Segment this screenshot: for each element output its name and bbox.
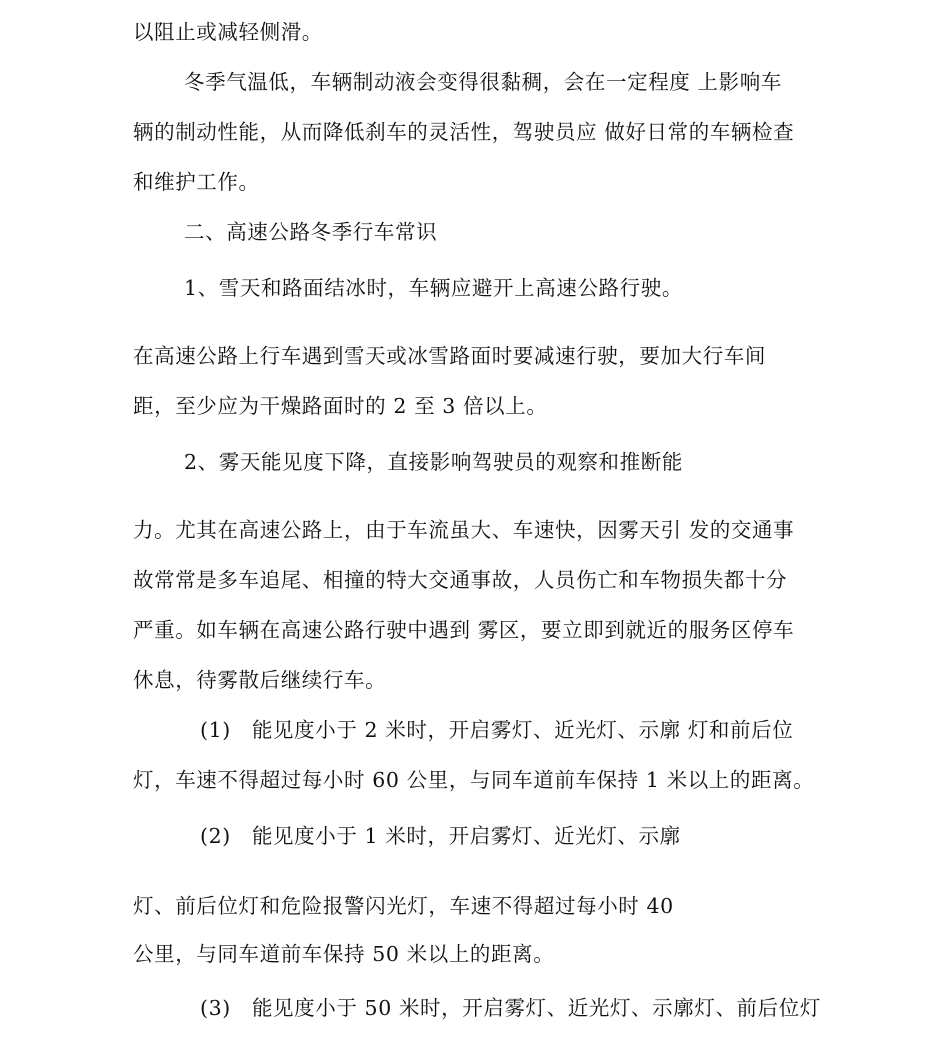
text-line: 灯，车速不得超过每小时 60 公里，与同车道前车保持 1 米以上的距离。 (133, 768, 815, 792)
paragraph-line: 力。尤其在高速公路上，由于车流虽大、车速快，因雾天引 发的交通事 (133, 518, 795, 542)
text-line: 休息，待雾散后继续行车。 (133, 668, 387, 692)
list-item-heading: 2、雾天能见度下降，直接影响驾驶员的观察和推断能 (184, 450, 683, 474)
sub-item: (3) 能见度小于 50 米时，开启雾灯、近光灯、示廓灯、前后位灯 (200, 996, 821, 1020)
text-line: 距，至少应为干燥路面时的 2 至 3 倍以上。 (133, 394, 548, 418)
sub-item: (1) 能见度小于 2 米时，开启雾灯、近光灯、示廓 灯和前后位 (200, 718, 794, 742)
text-line: 灯、前后位灯和危险报警闪光灯，车速不得超过每小时 40 (133, 894, 674, 918)
text-line: 辆的制动性能，从而降低刹车的灵活性，驾驶员应 做好日常的车辆检查 (133, 120, 795, 144)
sub-item: (2) 能见度小于 1 米时，开启雾灯、近光灯、示廓 (200, 824, 681, 848)
text-line: 故常常是多车追尾、相撞的特大交通事故，人员伤亡和车物损失都十分 (133, 568, 788, 592)
paragraph-line: 在高速公路上行车遇到雪天或冰雪路面时要减速行驶，要加大行车间 (133, 344, 766, 368)
paragraph-line: 冬季气温低，车辆制动液会变得很黏稠，会在一定程度 上影响车 (184, 70, 782, 94)
text-line: 和维护工作。 (133, 170, 260, 194)
text-line: 公里，与同车道前车保持 50 米以上的距离。 (133, 942, 555, 966)
text-line: 以阻止或减轻侧滑。 (133, 20, 323, 44)
section-heading: 二、高速公路冬季行车常识 (184, 220, 438, 244)
text-line: 严重。如车辆在高速公路行驶中遇到 雾区，要立即到就近的服务区停车 (133, 618, 795, 642)
list-item-heading: 1、雪天和路面结冰时，车辆应避开上高速公路行驶。 (184, 276, 683, 300)
